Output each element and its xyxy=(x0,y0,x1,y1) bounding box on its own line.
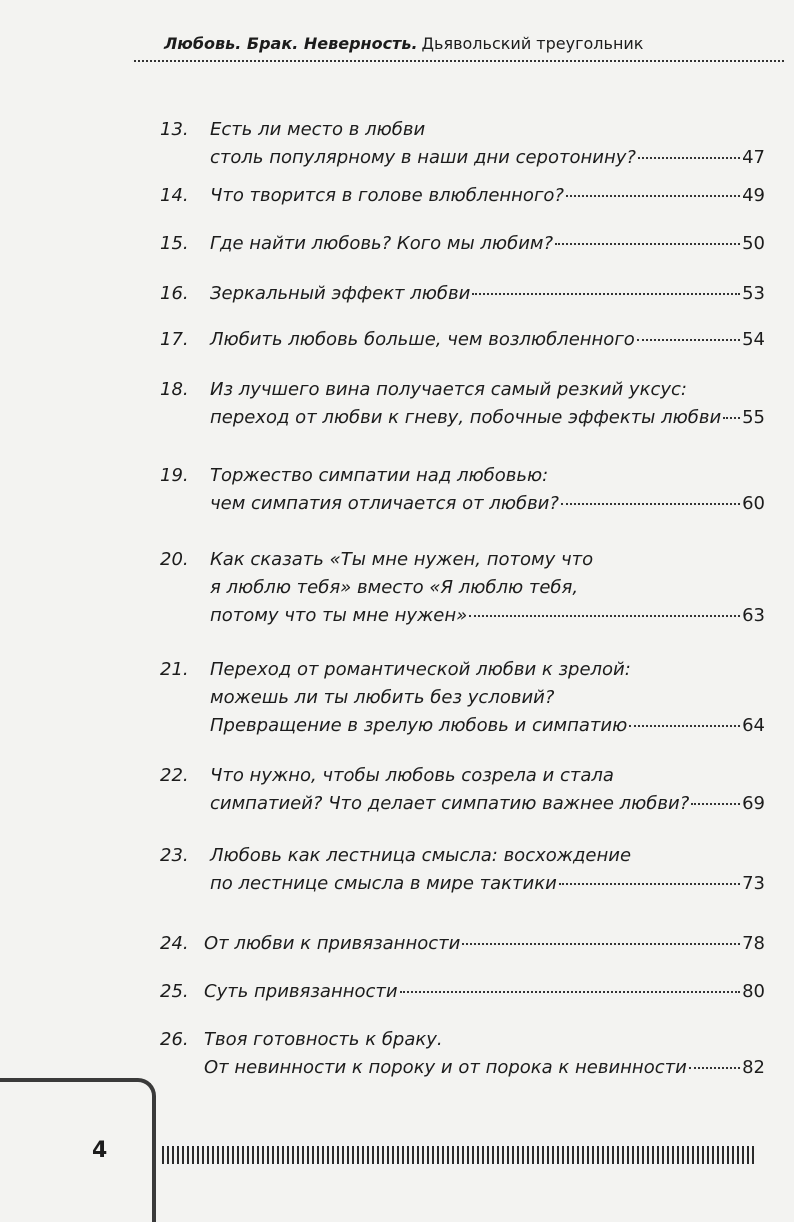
toc-page-number: 53 xyxy=(742,283,765,304)
dot-leader xyxy=(723,417,740,419)
dot-leader xyxy=(566,195,740,197)
toc-entry-last-line xyxy=(210,326,765,354)
toc-entry-number: 16. xyxy=(160,283,189,304)
running-head-title: Дьявольский треугольник xyxy=(421,34,644,53)
toc-entry-number: 26. xyxy=(160,1029,189,1050)
toc-entry-number: 22. xyxy=(160,765,189,786)
toc-entry-title-line: Твоя готовность к браку. xyxy=(204,1029,443,1050)
toc-page-number: 54 xyxy=(742,329,765,350)
toc-entry-last-line xyxy=(210,870,765,898)
toc-entry-body xyxy=(210,326,765,354)
toc-entry xyxy=(160,842,765,898)
toc-page-number: 63 xyxy=(742,605,765,626)
toc-entry xyxy=(160,656,765,740)
toc-entry-last-line xyxy=(204,978,765,1006)
toc-entry-number: 21. xyxy=(160,659,189,680)
toc-page-number: 60 xyxy=(742,493,765,514)
toc-entry-title-line: Из лучшего вина получается самый резкий уксус: xyxy=(210,379,687,400)
toc-entry xyxy=(160,462,765,518)
toc-entry-title-line: я люблю тебя» вместо «Я люблю тебя, xyxy=(210,577,579,598)
toc-page-number: 80 xyxy=(742,981,765,1002)
toc-entry-last-line xyxy=(210,404,765,432)
header-dotted-rule xyxy=(134,60,784,62)
toc-entry-body xyxy=(204,1026,765,1082)
toc-entry-number: 25. xyxy=(160,981,189,1002)
page-number: 4 xyxy=(92,1138,108,1163)
toc-entry-last-line xyxy=(210,280,765,308)
toc-entry-body xyxy=(210,280,765,308)
toc-entry xyxy=(160,182,765,210)
toc-entry-title-line: чем симпатия отличается от любви? xyxy=(210,493,559,514)
toc-entry-title-line: От невинности к пороку и от порока к невинности xyxy=(204,1057,687,1078)
toc-entry-last-line xyxy=(210,490,765,518)
toc-entry xyxy=(160,1026,765,1082)
dot-leader xyxy=(400,991,740,993)
toc-entry xyxy=(160,116,765,172)
toc-entry-body xyxy=(210,762,765,818)
dot-leader xyxy=(689,1067,740,1069)
toc-entry-last-line xyxy=(210,230,765,258)
toc-entry-body xyxy=(210,182,765,210)
toc-entry-number: 24. xyxy=(160,933,189,954)
toc-entry xyxy=(160,280,765,308)
toc-entry-title-line: симпатией? Что делает симпатию важнее любви? xyxy=(210,793,690,814)
toc-entry-title-line: От любви к привязанности xyxy=(204,933,461,954)
dot-leader xyxy=(469,615,740,617)
dot-leader xyxy=(629,725,740,727)
dot-leader xyxy=(555,243,740,245)
toc-entry-body xyxy=(210,842,765,898)
toc-entry xyxy=(160,930,765,958)
toc-page-number: 47 xyxy=(742,147,765,168)
toc-entry-body xyxy=(210,656,765,740)
toc-entry-title-line: столь популярному в наши дни серотонину? xyxy=(210,147,636,168)
dot-leader xyxy=(561,503,740,505)
toc-entry-title-line: Переход от романтической любви к зрелой: xyxy=(210,659,631,680)
toc-entry xyxy=(160,762,765,818)
toc-entry-last-line xyxy=(210,712,765,740)
toc-entry-title-line: Что творится в голове влюбленного? xyxy=(210,185,564,206)
toc-entry-last-line xyxy=(204,1054,765,1082)
dot-leader xyxy=(638,157,740,159)
toc-entry-title-line: Где найти любовь? Кого мы любим? xyxy=(210,233,554,254)
toc-entry-title-line: Любовь как лестница смысла: восхождение xyxy=(210,845,632,866)
running-head-bold: Любовь. Брак. Неверность. xyxy=(164,34,418,53)
toc-entry-body xyxy=(210,546,765,630)
toc-entry-title-line: переход от любви к гневу, побочные эффекты любви xyxy=(210,407,722,428)
toc-page-number: 55 xyxy=(742,407,765,428)
toc-page-number: 64 xyxy=(742,715,765,736)
dot-leader xyxy=(559,883,740,885)
toc-page-number: 69 xyxy=(742,793,765,814)
toc-entry xyxy=(160,326,765,354)
toc-entry-body xyxy=(210,230,765,258)
toc-entry xyxy=(160,230,765,258)
dot-leader xyxy=(472,293,740,295)
toc-entry-last-line xyxy=(210,182,765,210)
footer-hatched-bar xyxy=(162,1146,754,1164)
toc-entry-last-line xyxy=(210,144,765,172)
toc-page-number: 73 xyxy=(742,873,765,894)
dot-leader xyxy=(637,339,740,341)
toc-entry-title-line: Любить любовь больше, чем возлюбленного xyxy=(210,329,635,350)
toc-page-number: 49 xyxy=(742,185,765,206)
toc-entry-number: 18. xyxy=(160,379,189,400)
toc-entry-body xyxy=(210,376,765,432)
toc-entry-title-line: Что нужно, чтобы любовь созрела и стала xyxy=(210,765,614,786)
toc-page-number: 50 xyxy=(742,233,765,254)
toc-entry-number: 23. xyxy=(160,845,189,866)
toc-entry xyxy=(160,546,765,630)
running-head xyxy=(164,34,643,53)
toc-entry-number: 13. xyxy=(160,119,189,140)
toc-page-number: 78 xyxy=(742,933,765,954)
toc-entry-number: 19. xyxy=(160,465,189,486)
toc-entry-body xyxy=(204,930,765,958)
toc-entry-number: 20. xyxy=(160,549,189,570)
toc-entry-number: 17. xyxy=(160,329,189,350)
toc-entry-body xyxy=(204,978,765,1006)
dot-leader xyxy=(462,943,740,945)
toc-entry-body xyxy=(210,462,765,518)
dot-leader xyxy=(691,803,740,805)
toc-entry-body xyxy=(210,116,765,172)
toc-entry-title-line: Торжество симпатии над любовью: xyxy=(210,465,549,486)
toc-entry xyxy=(160,376,765,432)
toc-entry-last-line xyxy=(210,602,765,630)
toc-entry-title-line: по лестнице смысла в мире тактики xyxy=(210,873,557,894)
toc-entry-title-line: Как сказать «Ты мне нужен, потому что xyxy=(210,549,594,570)
toc-entry-number: 14. xyxy=(160,185,189,206)
toc-entry-last-line xyxy=(210,790,765,818)
toc-entry-title-line: Есть ли место в любви xyxy=(210,119,426,140)
toc-entry-title-line: Суть привязанности xyxy=(204,981,398,1002)
toc-entry-title-line: потому что ты мне нужен» xyxy=(210,605,468,626)
corner-frame xyxy=(0,1078,156,1222)
toc-entry-number: 15. xyxy=(160,233,189,254)
toc-page-number: 82 xyxy=(742,1057,765,1078)
toc-entry-title-line: Зеркальный эффект любви xyxy=(210,283,471,304)
toc-entry-title-line: Превращение в зрелую любовь и симпатию xyxy=(210,715,628,736)
toc-entry-title-line: можешь ли ты любить без условий? xyxy=(210,687,555,708)
toc-entry xyxy=(160,978,765,1006)
toc-entry-last-line xyxy=(204,930,765,958)
